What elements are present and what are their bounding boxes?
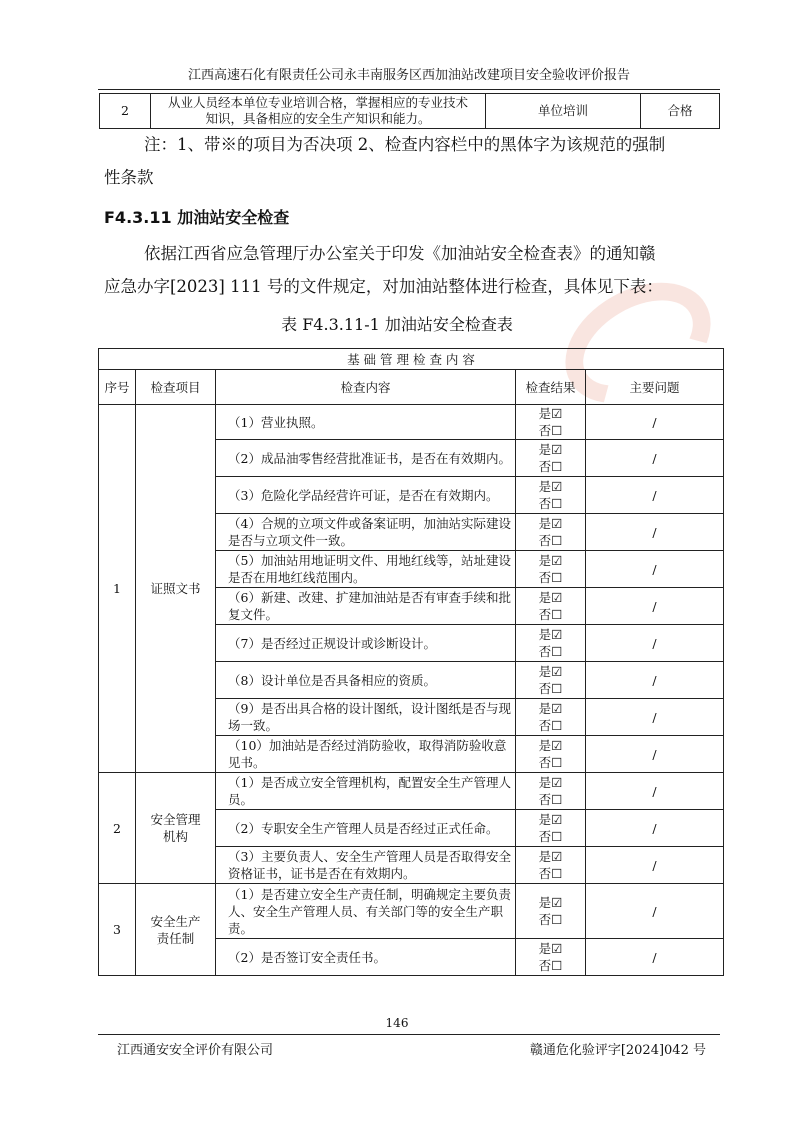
table-row <box>99 773 724 810</box>
main-issue: / <box>586 588 724 625</box>
check-result <box>516 551 586 588</box>
check-content: （4）合规的立项文件或备案证明，加油站实际建设是否与立项文件一致。 <box>216 514 516 551</box>
result-no-checkbox: 否☐ <box>538 755 563 770</box>
section-title: F4.3.11 加油站安全检查 <box>104 208 290 227</box>
body-line: 依据江西省应急管理厅办公室关于印发《加油站安全检查表》的通知赣 <box>144 244 656 263</box>
main-issue: / <box>586 773 724 810</box>
main-issue: / <box>586 440 724 477</box>
note-paragraph <box>104 128 724 194</box>
col-header-no: 序号 <box>99 370 136 405</box>
result-yes-checkbox: 是☑ <box>538 516 563 531</box>
note-line: 注：1、带※的项目为否决项 2、检查内容栏中的黑体字为该规范的强制 <box>144 135 666 154</box>
main-issue: / <box>586 736 724 773</box>
result-no-checkbox: 否☐ <box>538 792 563 807</box>
check-result <box>516 773 586 810</box>
check-content: （5）加油站用地证明文件、用地红线等，站址建设是否在用地红线范围内。 <box>216 551 516 588</box>
body-line: 应急办字[2023] 111 号的文件规定，对加油站整体进行检查，具体见下表： <box>104 277 663 296</box>
check-item: 安全生产责任制 <box>136 884 216 976</box>
result-yes-checkbox: 是☑ <box>538 701 563 716</box>
check-result <box>516 699 586 736</box>
result-no-checkbox: 否☐ <box>538 866 563 881</box>
col-header-content: 检查内容 <box>216 370 516 405</box>
check-content: （1）是否成立安全管理机构，配置安全生产管理人员。 <box>216 773 516 810</box>
table-row <box>100 94 720 129</box>
check-result <box>516 736 586 773</box>
result-yes-checkbox: 是☑ <box>538 479 563 494</box>
result-yes-checkbox: 是☑ <box>538 849 563 864</box>
main-issue: / <box>586 405 724 440</box>
result-yes-checkbox: 是☑ <box>538 738 563 753</box>
result-no-checkbox: 否☐ <box>538 958 563 973</box>
group-header: 基 础 管 理 检 查 内 容 <box>99 349 724 370</box>
check-content: （2）是否签订安全责任书。 <box>216 939 516 976</box>
group-header-row <box>99 349 724 370</box>
result-no-checkbox: 否☐ <box>538 718 563 733</box>
result-no-checkbox: 否☐ <box>538 607 563 622</box>
check-content: （8）设计单位是否具备相应的资质。 <box>216 662 516 699</box>
main-issue: / <box>586 514 724 551</box>
check-result <box>516 588 586 625</box>
col-header-item: 检查项目 <box>136 370 216 405</box>
result-yes-checkbox: 是☑ <box>538 664 563 679</box>
result-yes-checkbox: 是☑ <box>538 442 563 457</box>
page-header: 江西高速石化有限责任公司永丰南服务区西加油站改建项目安全验收评价报告 <box>98 64 720 90</box>
footer-rule <box>98 1034 720 1035</box>
check-result <box>516 939 586 976</box>
main-issue: / <box>586 477 724 514</box>
column-header-row <box>99 370 724 405</box>
main-issue: / <box>586 699 724 736</box>
check-content: （2）成品油零售经营批准证书，是否在有效期内。 <box>216 440 516 477</box>
result-no-checkbox: 否☐ <box>538 570 563 585</box>
result-yes-checkbox: 是☑ <box>538 812 563 827</box>
row-result: 合格 <box>641 94 720 129</box>
check-content: （1）营业执照。 <box>216 405 516 440</box>
inspection-table <box>98 348 724 976</box>
previous-table-tail <box>99 93 720 129</box>
page-number: 146 <box>385 1016 409 1030</box>
result-no-checkbox: 否☐ <box>538 459 563 474</box>
table-row <box>99 884 724 939</box>
main-issue: / <box>586 662 724 699</box>
row-content-line: 从业人员经本单位专业培训合格，掌握相应的专业技术 <box>167 95 468 110</box>
main-issue: / <box>586 847 724 884</box>
row-number: 2 <box>100 94 151 129</box>
table-caption: 表 F4.3.11-1 加油站安全检查表 <box>281 315 513 334</box>
main-issue: / <box>586 551 724 588</box>
body-paragraph <box>104 237 724 303</box>
result-no-checkbox: 否☐ <box>538 423 563 438</box>
main-issue: / <box>586 939 724 976</box>
group-number: 1 <box>99 405 136 773</box>
footer-company: 江西通安安全评价有限公司 <box>117 1043 274 1058</box>
col-header-result: 检查结果 <box>516 370 586 405</box>
check-content: （2）专职安全生产管理人员是否经过正式任命。 <box>216 810 516 847</box>
result-yes-checkbox: 是☑ <box>538 775 563 790</box>
result-yes-checkbox: 是☑ <box>538 406 563 421</box>
check-item: 证照文书 <box>136 405 216 773</box>
check-item: 安全管理机构 <box>136 773 216 884</box>
check-content: （3）危险化学品经营许可证，是否在有效期内。 <box>216 477 516 514</box>
result-no-checkbox: 否☐ <box>538 829 563 844</box>
row-content <box>151 94 486 129</box>
result-no-checkbox: 否☐ <box>538 681 563 696</box>
check-result <box>516 810 586 847</box>
check-content: （7）是否经过正规设计或诊断设计。 <box>216 625 516 662</box>
row-method: 单位培训 <box>486 94 641 129</box>
result-no-checkbox: 否☐ <box>538 644 563 659</box>
group-number: 3 <box>99 884 136 976</box>
check-result <box>516 884 586 939</box>
footer-report-number: 赣通危化验评字[2024]042 号 <box>529 1043 706 1058</box>
check-result <box>516 625 586 662</box>
main-issue: / <box>586 884 724 939</box>
check-content: （1）是否建立安全生产责任制，明确规定主要负责人、安全生产管理人员、有关部门等的安全生产职责。 <box>216 884 516 939</box>
main-issue: / <box>586 810 724 847</box>
result-yes-checkbox: 是☑ <box>538 590 563 605</box>
result-yes-checkbox: 是☑ <box>538 553 563 568</box>
note-line: 性条款 <box>104 168 154 187</box>
check-content: （6）新建、改建、扩建加油站是否有审查手续和批复文件。 <box>216 588 516 625</box>
check-result <box>516 405 586 440</box>
check-content: （3）主要负责人、安全生产管理人员是否取得安全资格证书，证书是否在有效期内。 <box>216 847 516 884</box>
result-yes-checkbox: 是☑ <box>538 627 563 642</box>
check-content: （10）加油站是否经过消防验收，取得消防验收意见书。 <box>216 736 516 773</box>
result-yes-checkbox: 是☑ <box>538 941 563 956</box>
check-content: （9）是否出具合格的设计图纸，设计图纸是否与现场一致。 <box>216 699 516 736</box>
group-number: 2 <box>99 773 136 884</box>
result-yes-checkbox: 是☑ <box>538 895 563 910</box>
check-result <box>516 662 586 699</box>
check-result <box>516 847 586 884</box>
check-result <box>516 440 586 477</box>
result-no-checkbox: 否☐ <box>538 533 563 548</box>
check-result <box>516 514 586 551</box>
check-result <box>516 477 586 514</box>
col-header-issue: 主要问题 <box>586 370 724 405</box>
table-row <box>99 405 724 440</box>
result-no-checkbox: 否☐ <box>538 912 563 927</box>
row-content-line: 知识，具备相应的安全生产知识和能力。 <box>205 111 431 126</box>
result-no-checkbox: 否☐ <box>538 496 563 511</box>
main-issue: / <box>586 625 724 662</box>
